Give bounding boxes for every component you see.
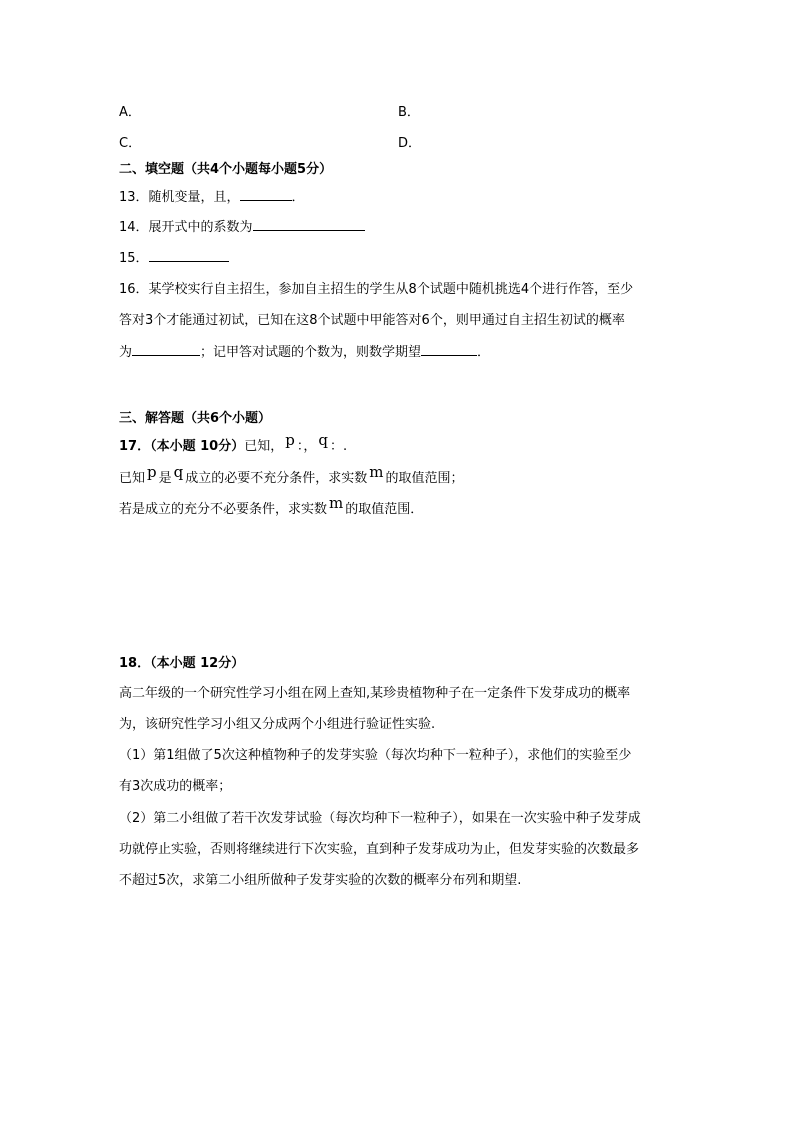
q17-l2-q-symbol: q bbox=[173, 463, 184, 481]
q17-q-symbol: q bbox=[318, 431, 328, 449]
question-17-line3 bbox=[119, 494, 424, 519]
q17-l2-is: 是 bbox=[158, 471, 172, 486]
q17-l2-p-symbol: p bbox=[147, 463, 157, 481]
q14-text: 14．展开式中的系数为 bbox=[119, 220, 253, 235]
question-15 bbox=[119, 249, 229, 268]
section2-heading: 二、填空题（共4个小题每小题5分） bbox=[119, 162, 333, 177]
q17-p-colon: ：， bbox=[296, 439, 317, 454]
question-18-line2: 为，该研究性学习小组又分成两个小组进行验证性实验. bbox=[119, 717, 436, 732]
q17-l3-m-symbol: m bbox=[329, 494, 344, 512]
q14-blank bbox=[253, 218, 365, 231]
q13-end: ． bbox=[291, 190, 305, 205]
question-14 bbox=[119, 218, 365, 237]
q17-l3-end: 的取值范围． bbox=[345, 502, 424, 517]
q16-line3-mid: ；记甲答对试题的个数为，则数学期望 bbox=[200, 345, 422, 360]
q13-text: 13．随机变量，且， bbox=[119, 190, 240, 205]
q17-q-colon: ：. bbox=[329, 439, 348, 454]
q17-l2-m-symbol: m bbox=[369, 463, 384, 481]
question-16-line1: 16．某学校实行自主招生，参加自主招生的学生从8个试题中随机挑选4个进行作答，至少 bbox=[119, 282, 634, 297]
q17-l2-condition: 成立的必要不充分条件，求实数 bbox=[185, 471, 368, 486]
q17-title: 17．（本小题 10分） bbox=[119, 439, 245, 454]
question-18-line3: （1）第1组做了5次这种植物种子的发芽实验（每次均种下一粒种子），求他们的实验至少 bbox=[119, 748, 632, 763]
q17-known: 已知， bbox=[244, 439, 284, 454]
q16-blank-2 bbox=[421, 343, 477, 356]
question-16-line3 bbox=[119, 343, 490, 362]
question-16-line2: 答对3个才能通过初试，已知在这8个试题中甲能答对6个，则甲通过自主招生初试的概率 bbox=[119, 313, 625, 328]
question-17-line2 bbox=[119, 463, 464, 488]
question-18-title: 18．（本小题 12分） bbox=[119, 656, 245, 671]
question-18-line1: 高二年级的一个研究性学习小组在网上查知,某珍贵植物种子在一定条件下发芽成功的概率 bbox=[119, 686, 631, 701]
q13-blank bbox=[240, 188, 292, 201]
q17-p-symbol: p bbox=[285, 431, 295, 449]
q16-line3-end: ． bbox=[477, 345, 491, 360]
question-18-line5: （2）第二小组做了若干次发芽试验（每次均种下一粒种子），如果在一次实验中种子发芽成 bbox=[119, 811, 641, 826]
option-a: A． bbox=[119, 105, 141, 120]
q15-text: 15． bbox=[119, 251, 149, 266]
option-c: C． bbox=[119, 136, 142, 151]
question-18-line4: 有3次成功的概率； bbox=[119, 779, 232, 794]
q17-l3-start: 若是成立的充分不必要条件，求实数 bbox=[119, 502, 328, 517]
q16-line3-start: 为 bbox=[119, 345, 133, 360]
question-18-line6: 功就停止实验，否则将继续进行下次实验，直到种子发芽成功为止，但发芽实验的次数最多 bbox=[119, 842, 640, 857]
q16-blank-1 bbox=[132, 343, 200, 356]
option-b: B． bbox=[398, 105, 420, 120]
section3-heading: 三、解答题（共6个小题） bbox=[119, 411, 272, 426]
q15-blank bbox=[149, 249, 229, 262]
q17-l2-end: 的取值范围； bbox=[385, 471, 464, 486]
question-13 bbox=[119, 188, 305, 207]
option-d: D． bbox=[398, 136, 422, 151]
q17-l2-start: 已知 bbox=[119, 471, 146, 486]
question-17-line1 bbox=[119, 431, 348, 456]
question-18-line7: 不超过5次，求第二小组所做种子发芽实验的次数的概率分布列和期望. bbox=[119, 873, 522, 888]
